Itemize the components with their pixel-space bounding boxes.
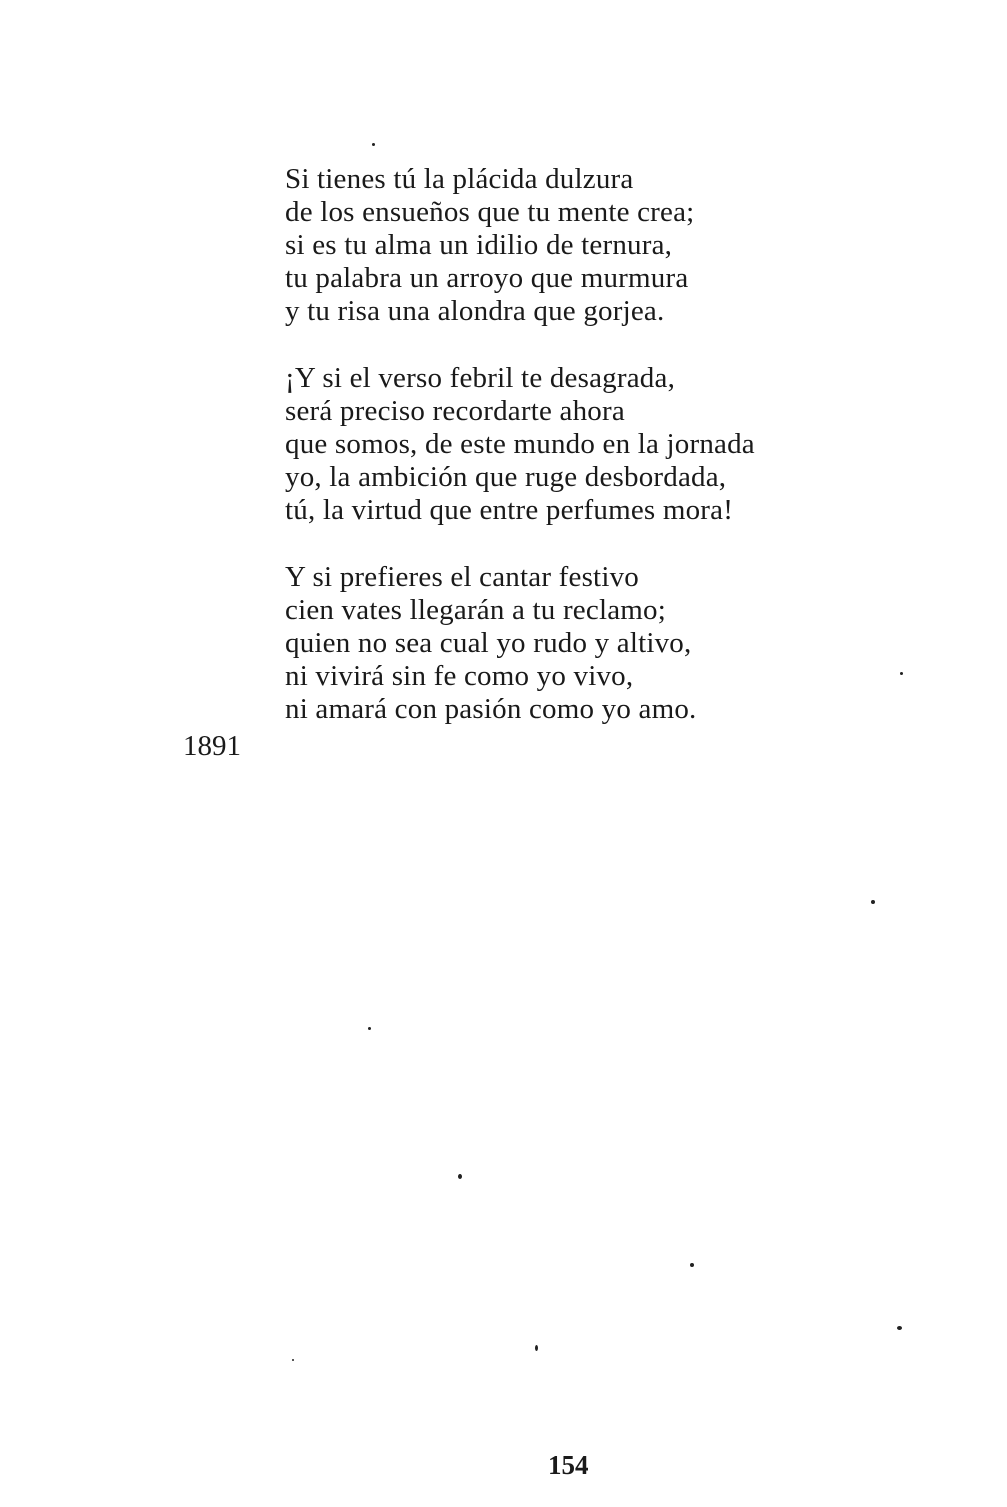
poem-line: y tu risa una alondra que gorjea. [285, 295, 665, 327]
poem-line: quien no sea cual yo rudo y altivo, [285, 627, 692, 659]
scan-speck [900, 672, 903, 675]
poem-line: yo, la ambición que ruge desbordada, [285, 461, 727, 493]
poem-line: cien vates llegarán a tu reclamo; [285, 594, 666, 626]
poem-line: si es tu alma un idilio de ternura, [285, 229, 673, 261]
scan-speck [368, 1027, 371, 1030]
poem [285, 163, 885, 760]
poem-line: ni vivirá sin fe como yo vivo, [285, 660, 634, 692]
page-number: 154 [548, 1450, 589, 1480]
scan-speck [871, 900, 875, 904]
scan-speck [372, 143, 375, 146]
poem-line: ¡Y si el verso febril te desagrada, [285, 362, 676, 394]
poem-line: Si tienes tú la plácida dulzura [285, 163, 634, 195]
poem-line: será preciso recordarte ahora [285, 395, 625, 427]
stanza-2 [285, 362, 885, 527]
poem-date: 1891 [183, 730, 241, 762]
scan-speck [458, 1174, 462, 1179]
poem-line: que somos, de este mundo en la jornada [285, 428, 755, 460]
scan-speck [292, 1359, 294, 1361]
poem-line: ni amará con pasión como yo amo. [285, 693, 697, 725]
poem-line: de los ensueños que tu mente crea; [285, 196, 695, 228]
poem-line: tú, la virtud que entre perfumes mora! [285, 494, 734, 526]
stanza-1 [285, 163, 885, 328]
stanza-3 [285, 561, 885, 726]
scan-speck [690, 1263, 694, 1267]
scan-speck [897, 1326, 902, 1330]
poem-line: Y si prefieres el cantar festivo [285, 561, 639, 593]
scan-speck [535, 1345, 538, 1351]
poem-line: tu palabra un arroyo que murmura [285, 262, 689, 294]
